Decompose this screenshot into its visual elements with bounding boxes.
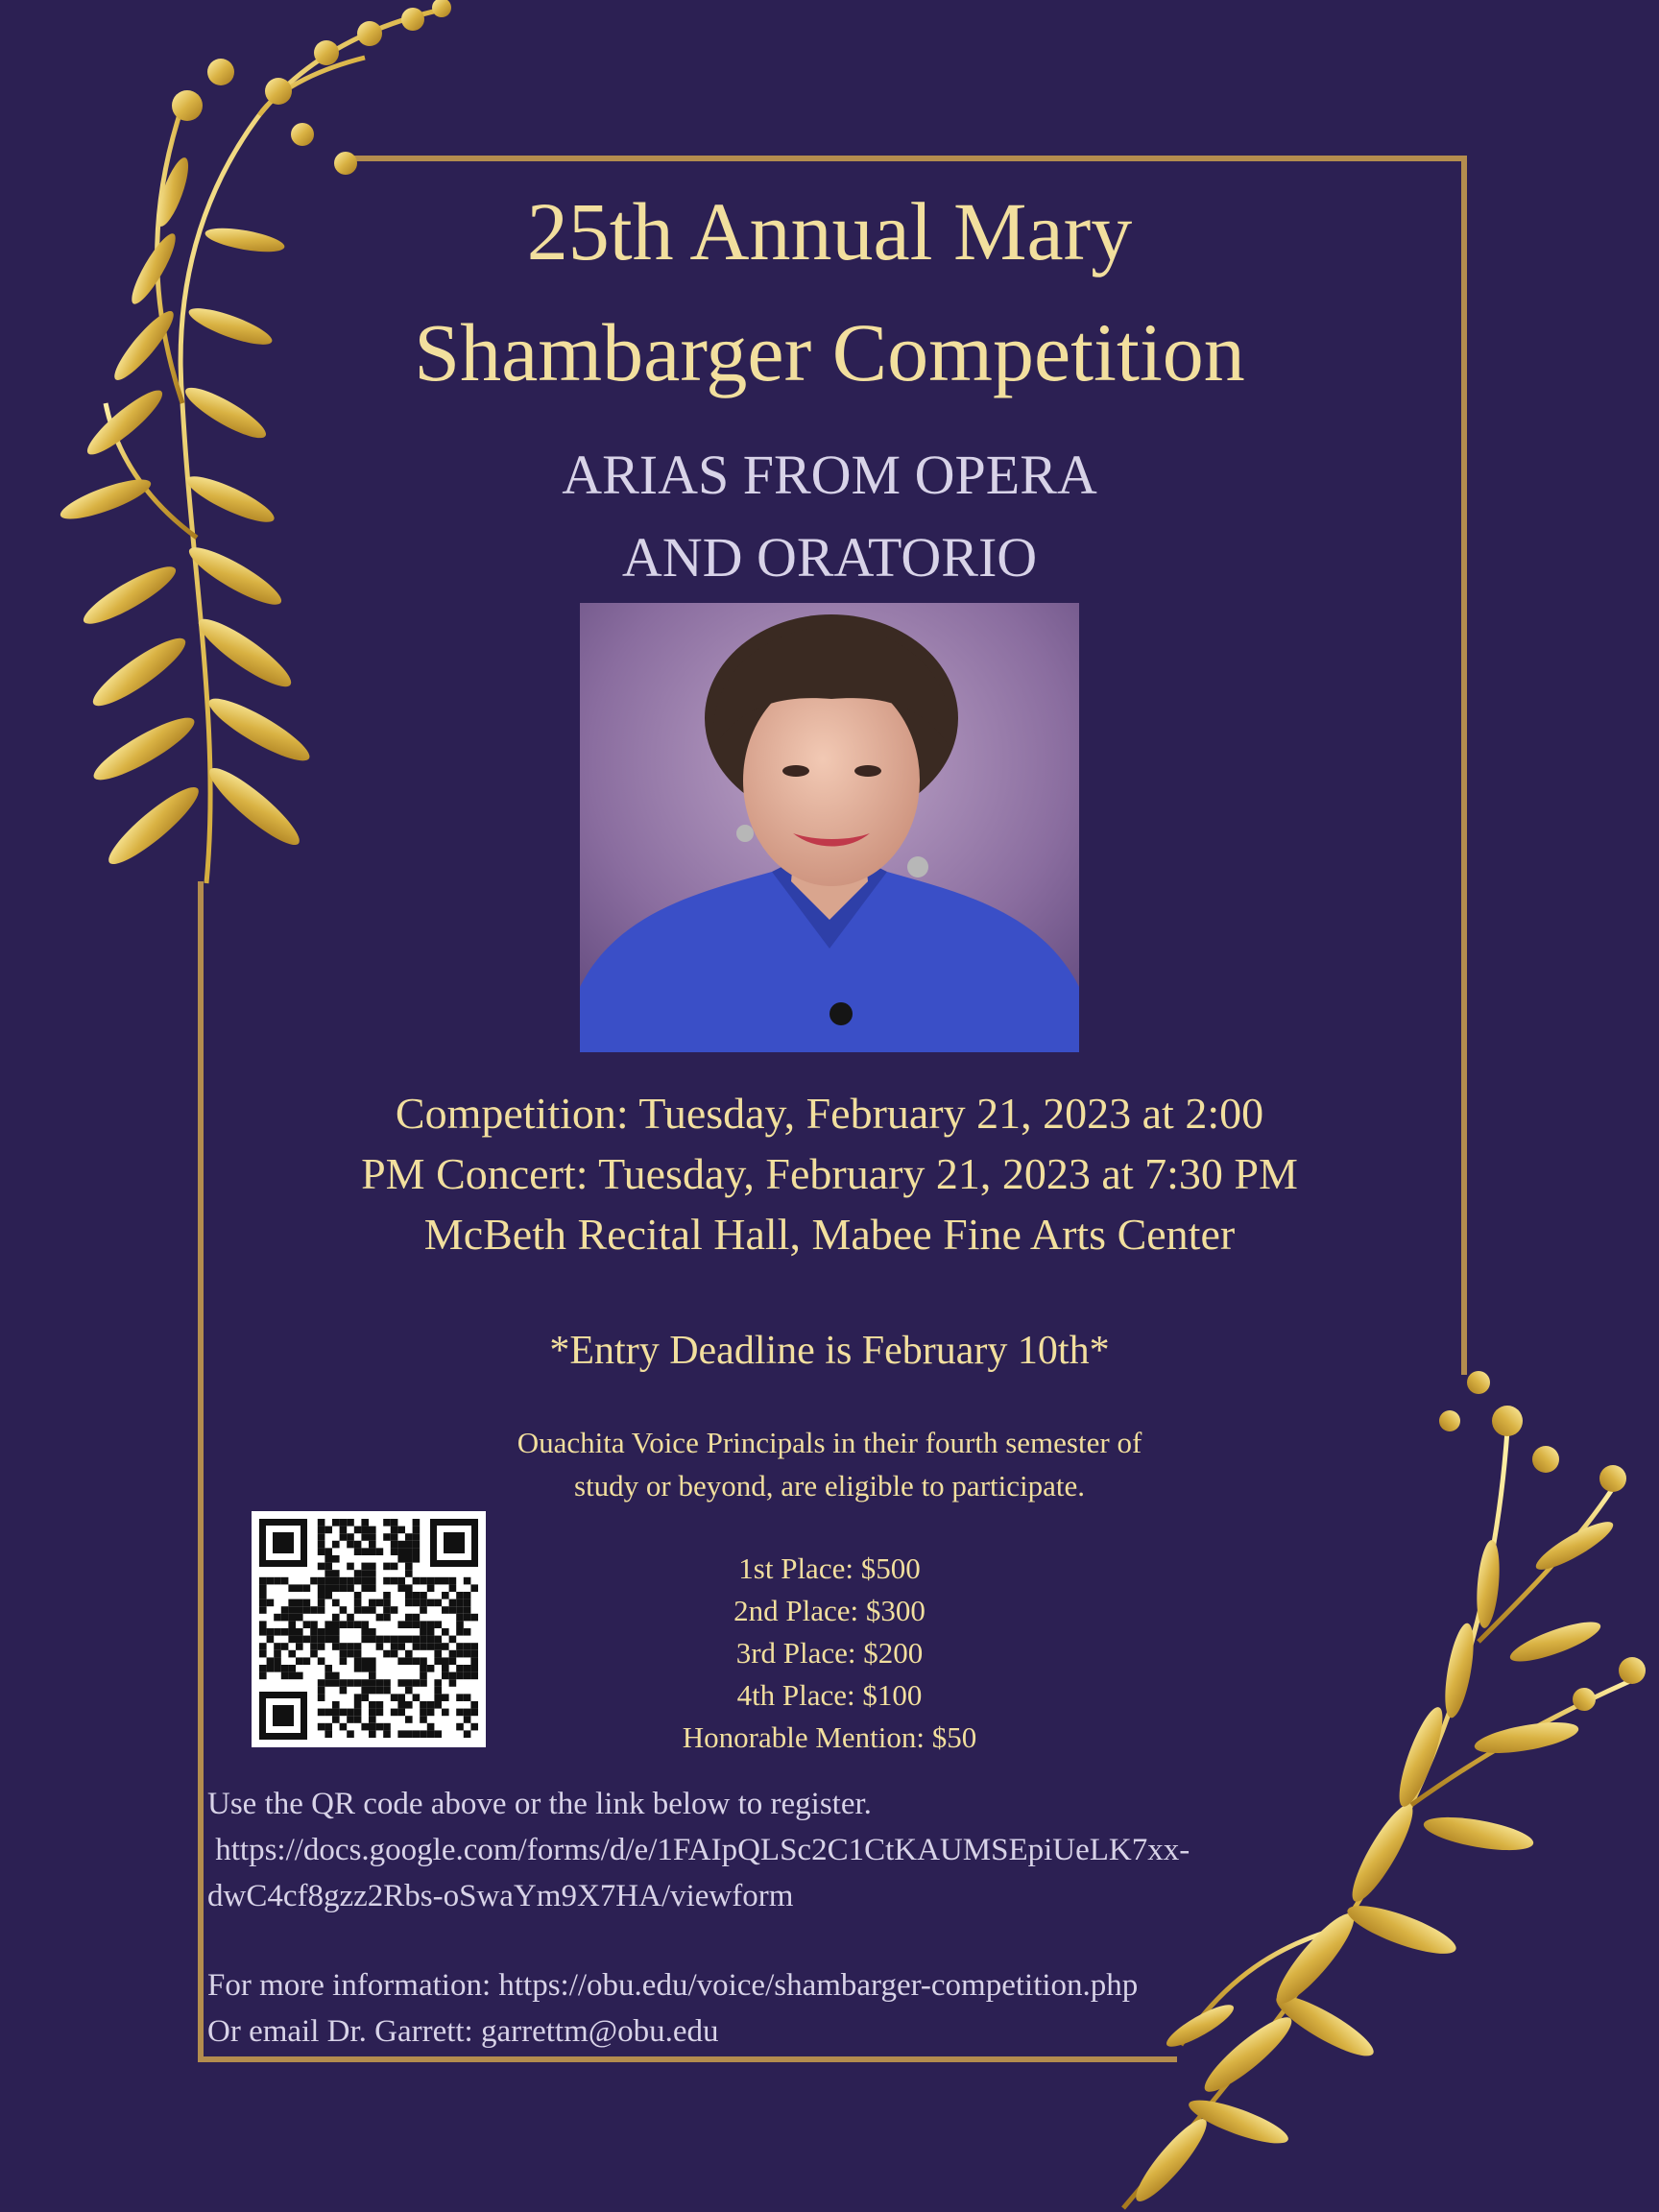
qr-module [369, 1527, 376, 1534]
more-info-link[interactable]: For more information: https://obu.edu/voice/shambarger-competition.php [207, 1968, 1139, 2003]
more-info [207, 1962, 1455, 2055]
qr-module [318, 1527, 325, 1534]
qr-module [354, 1527, 362, 1534]
register-link-part-2[interactable]: dwC4cf8gzz2Rbs-oSwaYm9X7HA/viewform [207, 1879, 794, 1913]
event-details [0, 1083, 1659, 1264]
portrait-photo [580, 603, 1079, 1052]
event-line-venue: McBeth Recital Hall, Mabee Fine Arts Center [423, 1210, 1236, 1259]
register-link-part-1[interactable]: https://docs.google.com/forms/d/e/1FAIpQLSc2C1CtKAUMSEpiUeLK7xx- [207, 1833, 1190, 1867]
qr-module [369, 1533, 376, 1541]
qr-module [413, 1519, 421, 1527]
qr-module [361, 1527, 369, 1534]
qr-module [318, 1533, 325, 1541]
prize-4th: 4th Place: $100 [736, 1678, 923, 1712]
title-line-1: 25th Annual Mary [526, 185, 1133, 277]
qr-module [332, 1519, 340, 1527]
subtitle-line-1: ARIAS FROM OPERA [562, 444, 1097, 506]
prize-2nd: 2nd Place: $300 [733, 1594, 926, 1627]
eligibility-line-1: Ouachita Voice Principals in their fourth semester of [517, 1426, 1142, 1459]
qr-module [347, 1519, 354, 1527]
qr-module [340, 1519, 348, 1527]
title-line-2: Shambarger Competition [414, 306, 1245, 398]
prize-1st: 1st Place: $500 [738, 1551, 921, 1585]
qr-module [383, 1519, 391, 1527]
prize-3rd: 3rd Place: $200 [735, 1636, 924, 1670]
qr-module [361, 1519, 369, 1527]
qr-module [413, 1533, 421, 1541]
qr-module [318, 1519, 325, 1527]
qr-module [383, 1533, 391, 1541]
qr-module [347, 1533, 354, 1541]
contact-email[interactable]: Or email Dr. Garrett: garrettm@obu.edu [207, 2014, 719, 2049]
prize-list [0, 1548, 1659, 1759]
registration-info [207, 1781, 1455, 1919]
prize-honorable-mention: Honorable Mention: $50 [682, 1720, 977, 1754]
event-line-competition: Competition: Tuesday, February 21, 2023 at 2:00 [395, 1089, 1264, 1138]
page-title [0, 171, 1659, 413]
qr-module [397, 1527, 405, 1534]
eligibility-note [0, 1421, 1659, 1507]
qr-module [405, 1533, 413, 1541]
qr-module [325, 1527, 332, 1534]
qr-module [391, 1527, 398, 1534]
qr-module [340, 1533, 348, 1541]
qr-module [361, 1533, 369, 1541]
subtitle-line-2: AND ORATORIO [621, 526, 1038, 589]
register-instruction: Use the QR code above or the link below to register. [207, 1787, 872, 1821]
event-line-concert: PM Concert: Tuesday, February 21, 2023 at 7:30 PM [361, 1149, 1298, 1198]
eligibility-line-2: study or beyond, are eligible to participate. [574, 1469, 1085, 1503]
qr-module [391, 1533, 398, 1541]
qr-module [391, 1519, 398, 1527]
qr-module [413, 1527, 421, 1534]
qr-module [340, 1527, 348, 1534]
subtitle [0, 434, 1659, 599]
entry-deadline: *Entry Deadline is February 10th* [549, 1329, 1110, 1373]
